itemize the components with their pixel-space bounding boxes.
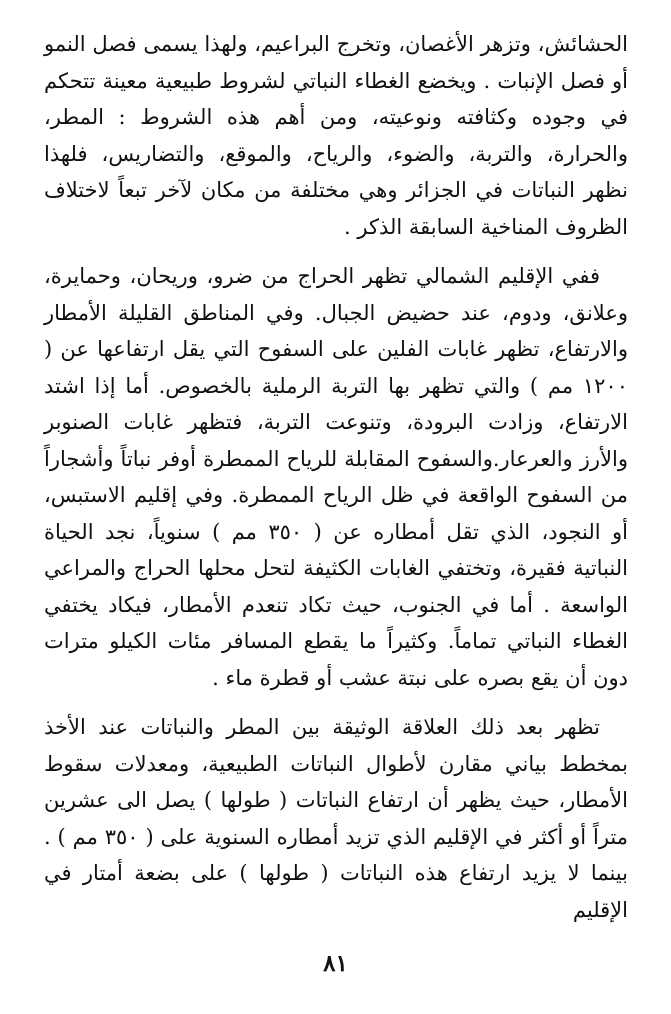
book-page <box>44 26 628 928</box>
page-number: ٨١ <box>323 950 348 977</box>
paragraph-2: ففي الإقليم الشمالي تظهر الحراج من ضرو، وريحان، وحمايرة، وعلانق، ودوم، عند حضيض الجبال. وفي المناطق القليلة الأمطار والارتفاع، تظهر غابات الفلين على السفوح التي يقل ارتفاعها عن ( ١٢٠٠ مم ) والتي تظهر بها التربة الرملية بالخصوص. أما إذا اشتد الارتفاع، وزادت البرودة، وتنوعت التربة، فتظهر غابات الصنوبر والأرز والعرعار.والسفوح المقابلة للرياح الممطرة أوفر نباتاً وأشجاراً من السفوح الواقعة في ظل الرياح الممطرة. وفي إقليم الاستبس، أو النجود، الذي تقل أمطاره عن ( ٣٥٠ مم ) سنوياً، نجد الحياة النباتية فقيرة، وتختفي الغابات الكثيفة لتحل محلها الحراج والمراعي الواسعة . أما في الجنوب، حيث تكاد تنعدم الأمطار، فيكاد يختفي الغطاء النباتي تماماً. وكثيراً ما يقطع المسافر مئات الكيلو مترات دون أن يقع بصره على نبتة عشب أو قطرة ماء . <box>44 264 629 690</box>
paragraph-1: الحشائش، وتزهر الأغصان، وتخرج البراعيم، ولهذا يسمى فصل النمو أو فصل الإنبات . ويخضع الغطاء النباتي لشروط طبيعية معينة تتحكم في وجوده وكثافته ونوعيته، ومن أهم هذه الشروط : المطر، والحرارة، والتربة، والضوء، والرياح، والموقع، والتضاريس، فلهذا نظهر النباتات في الجزائر وهي مختلفة من مكان لآخر تبعاً لاختلاف الظروف المناخية السابقة الذكر . <box>44 32 628 239</box>
paragraph-3: تظهر بعد ذلك العلاقة الوثيقة بين المطر والنباتات عند الأخذ بمخطط بياني مقارن لأطوال النباتات الطبيعية، ومعدلات سقوط الأمطار، حيث يظهر أن ارتفاع النباتات ( طولها ) يصل الى عشرين متراً أو أكثر في الإقليم الذي تزيد أمطاره السنوية على ( ٣٥٠ مم ) . بينما لا يزيد ارتفاع هذه النباتات ( طولها ) على بضعة أمتار في الإقليم <box>44 715 628 922</box>
